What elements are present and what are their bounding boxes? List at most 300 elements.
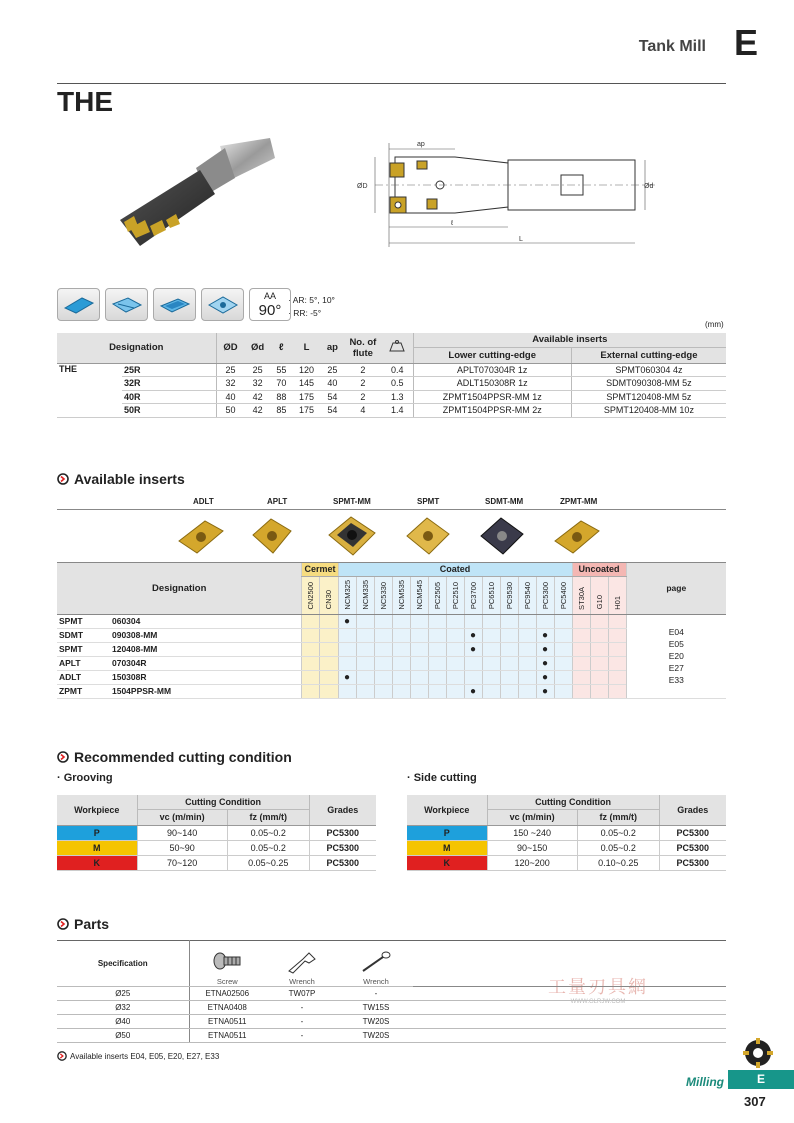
grade-cell — [410, 628, 428, 642]
fz-cell: 0.10~0.25 — [577, 855, 659, 870]
tool-photo — [100, 128, 280, 258]
insert-icon-4 — [201, 288, 244, 321]
grade-cell — [482, 656, 500, 670]
unit-label: (mm) — [705, 320, 724, 329]
condition-row — [57, 825, 376, 840]
vc-cell: 50~90 — [137, 840, 227, 855]
insert-type: ZPMT — [57, 684, 112, 698]
grade-cell — [554, 684, 572, 698]
cell-l: 88 — [271, 390, 292, 404]
grade-cell — [482, 684, 500, 698]
insert-code: 060304 — [112, 614, 302, 628]
size-cell: 50R — [122, 404, 216, 418]
insert-type: SPMT — [57, 614, 112, 628]
section-title: Available inserts — [74, 471, 185, 487]
cutting-heading — [57, 749, 292, 765]
adlt-insert-icon — [175, 515, 227, 557]
watermark-text: 工量刃具網 — [548, 977, 648, 997]
cell-flute: 2 — [344, 390, 382, 404]
grade-cell — [518, 670, 536, 684]
availability-mark: ● — [469, 629, 477, 641]
cell-L: 175 — [292, 404, 321, 418]
grade-cell — [536, 670, 554, 684]
th-lower: Lower cutting-edge — [413, 347, 571, 363]
size-cell: 25R — [122, 363, 216, 377]
size-cell: 40R — [122, 390, 216, 404]
cell-external: SDMT090308-MM 5z — [571, 377, 726, 391]
cell-D: 40 — [216, 390, 245, 404]
grade-cell — [500, 670, 518, 684]
parts-row — [57, 987, 726, 1001]
cell-D: 50 — [216, 404, 245, 418]
grade-cell — [464, 628, 482, 642]
screw-cell: ETNA02506 — [189, 987, 265, 1001]
condition-row — [57, 840, 376, 855]
th-condition: Cutting Condition — [487, 795, 659, 809]
grade-cell — [536, 642, 554, 656]
grade-cell — [464, 670, 482, 684]
insert-name: SDMT-MM — [485, 497, 524, 506]
grooving-table — [57, 795, 376, 871]
grade-header — [482, 576, 500, 614]
parts-table — [57, 940, 726, 1043]
condition-row — [407, 840, 726, 855]
wrench1-cell: - — [265, 1015, 339, 1029]
th-condition: Cutting Condition — [137, 795, 309, 809]
spmt-mm-insert-icon — [325, 513, 379, 559]
insert-name: APLT — [267, 497, 288, 506]
grade-cell — [554, 628, 572, 642]
cutter-logo-icon — [743, 1038, 773, 1068]
grade-cell — [446, 684, 464, 698]
grade-cell — [518, 642, 536, 656]
table-row — [57, 390, 726, 404]
grade-header — [320, 576, 338, 614]
grade-cell — [428, 656, 446, 670]
cell-flute: 2 — [344, 377, 382, 391]
grade-cell — [590, 628, 608, 642]
insert-code: 090308-MM — [112, 628, 302, 642]
header-rule — [57, 83, 726, 84]
insert-icon-3 — [153, 288, 196, 321]
insert-row — [57, 642, 726, 656]
th-L: L — [292, 333, 321, 363]
grade-cell — [374, 684, 392, 698]
grade-cell — [464, 656, 482, 670]
th-workpiece: Workpiece — [407, 795, 487, 825]
grade-cell — [518, 628, 536, 642]
grade-cell — [518, 656, 536, 670]
feature-icons — [57, 288, 291, 321]
grade-cell — [392, 656, 410, 670]
cell-kg: 0.4 — [382, 363, 413, 377]
grade-label: H01 — [612, 595, 622, 610]
spmt-insert-icon — [403, 514, 453, 558]
grade-cell — [338, 628, 356, 642]
grade-label: NCM545 — [414, 579, 424, 610]
side-cutting-table — [407, 795, 726, 871]
grade-cell — [572, 656, 590, 670]
grade-cell — [572, 670, 590, 684]
footer-tab: E — [728, 1070, 794, 1089]
approach-angle-box — [249, 288, 291, 321]
insert-icon-1 — [57, 288, 100, 321]
grade-cell — [446, 628, 464, 642]
cell-ap: 25 — [321, 363, 344, 377]
cell-lower: ADLT150308R 1z — [413, 377, 571, 391]
th-cermet: Cermet — [302, 563, 338, 576]
grade-cell — [554, 614, 572, 628]
grade-cell — [536, 614, 554, 628]
grade-cell — [518, 614, 536, 628]
wrench-icon — [285, 949, 319, 975]
grade-label: NCM535 — [396, 579, 406, 610]
grade-cell — [464, 642, 482, 656]
axial-rake: · AR: 5°, 10° — [288, 295, 335, 305]
grade-cell — [302, 684, 320, 698]
parts-row — [57, 1015, 726, 1029]
page-number: 307 — [744, 1094, 766, 1109]
wrench1-cell: - — [265, 1029, 339, 1043]
insert-names-row — [57, 496, 726, 510]
grade-cell — [428, 614, 446, 628]
insert-name: SPMT-MM — [333, 497, 371, 506]
th-designation: Designation — [57, 333, 216, 363]
insert-row — [57, 614, 726, 628]
footnote-text: Available inserts E04, E05, E20, E27, E33 — [70, 1051, 220, 1061]
grade-header — [536, 576, 554, 614]
grade-cell — [320, 628, 338, 642]
wrench2-cell: TW15S — [339, 1001, 413, 1015]
grade-label: NC5330 — [378, 581, 388, 610]
insert-code: 150308R — [112, 670, 302, 684]
insert-type: SPMT — [57, 642, 112, 656]
grade-cell — [446, 614, 464, 628]
th-vc: vc (m/min) — [487, 809, 577, 825]
inserts-grade-table — [57, 563, 726, 699]
arrow-circle-icon — [57, 751, 69, 763]
grade-label: PC2505 — [432, 582, 442, 610]
cell-kg: 0.5 — [382, 377, 413, 391]
grade-label: NCM335 — [360, 579, 370, 610]
grade-cell — [320, 656, 338, 670]
wrench2-label: Wrench — [363, 977, 389, 986]
screw-cell: ETNA0408 — [189, 1001, 265, 1015]
availability-mark: ● — [469, 643, 477, 655]
vc-cell: 90~140 — [137, 825, 227, 840]
grade-cell — [464, 684, 482, 698]
availability-mark: ● — [343, 615, 351, 627]
dim-l: ℓ — [451, 220, 454, 227]
wrench1-cell: - — [265, 1001, 339, 1015]
grade-cell — [302, 670, 320, 684]
insert-images-row — [57, 511, 726, 563]
grade-cell — [338, 656, 356, 670]
grade-cell — [500, 684, 518, 698]
grade-cell — [446, 670, 464, 684]
header-letter: E — [733, 22, 758, 63]
cell-ap: 54 — [321, 390, 344, 404]
availability-mark: ● — [541, 643, 549, 655]
grade-cell — [536, 684, 554, 698]
grade-cell — [410, 642, 428, 656]
cell-d: 42 — [245, 404, 271, 418]
section-title: Recommended cutting condition — [74, 749, 292, 765]
grade-cell — [410, 670, 428, 684]
th-grades: Grades — [659, 795, 726, 825]
grade-label: ST30A — [576, 586, 586, 610]
grade-cell — [374, 656, 392, 670]
torx-wrench-icon — [359, 949, 393, 975]
arrow-circle-icon — [57, 1051, 67, 1061]
insert-row — [57, 684, 726, 698]
th-page: page — [626, 563, 726, 614]
cell-l: 70 — [271, 377, 292, 391]
grade-cell: PC5300 — [659, 825, 726, 840]
insert-icon-2 — [105, 288, 148, 321]
grade-cell — [374, 642, 392, 656]
grade-header — [554, 576, 572, 614]
fz-cell: 0.05~0.2 — [577, 840, 659, 855]
grade-cell — [428, 628, 446, 642]
fz-cell: 0.05~0.2 — [227, 825, 309, 840]
grade-cell — [356, 628, 374, 642]
cell-l: 85 — [271, 404, 292, 418]
screw-icon — [212, 949, 242, 975]
grade-cell — [356, 656, 374, 670]
wrench2-cell: TW20S — [339, 1015, 413, 1029]
grade-cell — [410, 614, 428, 628]
spec-cell: Ø32 — [57, 1001, 189, 1015]
grade-label: G10 — [594, 595, 604, 610]
available-inserts-heading — [57, 471, 185, 487]
availability-mark: ● — [469, 685, 477, 697]
grade-cell — [338, 614, 356, 628]
arrow-circle-icon — [57, 473, 69, 485]
cell-ap: 40 — [321, 377, 344, 391]
grade-label: NCM325 — [342, 579, 352, 610]
grade-label: CN2500 — [306, 581, 316, 610]
cell-external: SPMT120408-MM 5z — [571, 390, 726, 404]
grade-header — [302, 576, 320, 614]
grade-label: PC9540 — [522, 582, 532, 610]
grade-cell — [428, 684, 446, 698]
insert-name: ZPMT-MM — [560, 497, 598, 506]
grade-cell — [410, 656, 428, 670]
grade-cell — [338, 670, 356, 684]
wrench2-col — [339, 941, 413, 987]
th-l: ℓ — [271, 333, 292, 363]
page-ref: E05 — [668, 639, 684, 649]
grade-cell — [572, 684, 590, 698]
grade-cell — [320, 684, 338, 698]
grade-cell — [554, 642, 572, 656]
grade-cell — [374, 628, 392, 642]
cell-lower: ZPMT1504PPSR-MM 1z — [413, 390, 571, 404]
th-vc: vc (m/min) — [137, 809, 227, 825]
side-title: · Side cutting — [407, 772, 477, 784]
cell-flute: 2 — [344, 363, 382, 377]
th-fz: fz (mm/t) — [577, 809, 659, 825]
footnote — [57, 1051, 219, 1061]
footer-section: Milling — [686, 1075, 724, 1089]
grade-cell — [482, 642, 500, 656]
grade-cell — [428, 642, 446, 656]
cell-external: SPMT060304 4z — [571, 363, 726, 377]
grade-label: PC9530 — [504, 582, 514, 610]
grade-cell: PC5300 — [659, 840, 726, 855]
screw-label: Screw — [216, 977, 238, 986]
availability-mark: ● — [343, 671, 351, 683]
th-ap: ap — [321, 333, 344, 363]
insert-code: 120408-MM — [112, 642, 302, 656]
sdmt-mm-insert-icon — [477, 514, 527, 558]
grade-header — [572, 576, 590, 614]
th-grades: Grades — [309, 795, 376, 825]
cell-d: 42 — [245, 390, 271, 404]
grade-cell — [302, 656, 320, 670]
aa-label: AA — [263, 291, 276, 301]
grade-cell — [374, 614, 392, 628]
aa-value: 90° — [258, 302, 282, 319]
cell-L: 145 — [292, 377, 321, 391]
grade-cell — [608, 628, 626, 642]
wrench2-cell: - — [339, 987, 413, 1001]
insert-type: SDMT — [57, 628, 112, 642]
grade-cell — [356, 670, 374, 684]
th-flute: No. of flute — [344, 333, 382, 363]
grooving-title: · Grooving — [57, 772, 113, 784]
grade-cell: PC5300 — [309, 825, 376, 840]
page-ref: E33 — [668, 675, 684, 685]
grade-cell — [482, 628, 500, 642]
grade-header — [590, 576, 608, 614]
insert-code: 070304R — [112, 656, 302, 670]
cell-D: 25 — [216, 363, 245, 377]
grade-header — [356, 576, 374, 614]
grade-cell — [608, 670, 626, 684]
page-title: THE — [57, 86, 113, 117]
table-row — [57, 377, 726, 391]
insert-row — [57, 656, 726, 670]
grade-header — [518, 576, 536, 614]
grade-header — [410, 576, 428, 614]
grade-cell — [572, 628, 590, 642]
grade-cell — [608, 642, 626, 656]
grade-cell — [590, 656, 608, 670]
condition-row — [57, 855, 376, 870]
grade-header — [428, 576, 446, 614]
availability-mark: ● — [541, 671, 549, 683]
fz-cell: 0.05~0.2 — [577, 825, 659, 840]
dim-ap: ap — [417, 141, 425, 148]
weight-icon — [382, 333, 413, 363]
wrench1-cell: TW07P — [265, 987, 339, 1001]
insert-row — [57, 670, 726, 684]
grade-cell — [608, 614, 626, 628]
grade-cell — [356, 614, 374, 628]
insert-name: SPMT — [417, 497, 440, 506]
dim-od: ØD — [357, 183, 368, 190]
grade-cell — [338, 642, 356, 656]
grade-label: CN30 — [324, 590, 334, 610]
radial-rake: · RR: -5° — [288, 308, 322, 318]
spec-cell: Ø40 — [57, 1015, 189, 1029]
th-spec: Specification — [57, 941, 189, 987]
grade-label: PC6510 — [486, 582, 496, 610]
grade-cell — [338, 684, 356, 698]
workpiece-cell: M — [407, 840, 487, 855]
cell-lower: ZPMT1504PPSR-MM 2z — [413, 404, 571, 418]
grade-cell — [500, 614, 518, 628]
vc-cell: 70~120 — [137, 855, 227, 870]
block-label: THE — [57, 363, 122, 417]
cell-ap: 54 — [321, 404, 344, 418]
dim-L: L — [519, 236, 523, 243]
grade-header — [446, 576, 464, 614]
spec-cell: Ø25 — [57, 987, 189, 1001]
table-row — [57, 363, 726, 377]
vc-cell: 120~200 — [487, 855, 577, 870]
th-uncoated: Uncoated — [572, 563, 626, 576]
cell-d: 32 — [245, 377, 271, 391]
spec-cell: Ø50 — [57, 1029, 189, 1043]
th-D: ØD — [216, 333, 245, 363]
grade-cell — [356, 642, 374, 656]
dim-odd: Ød — [644, 183, 654, 190]
vc-cell: 90~150 — [487, 840, 577, 855]
cell-L: 120 — [292, 363, 321, 377]
grade-cell — [392, 628, 410, 642]
grade-label: PC5300 — [540, 582, 550, 610]
grade-header — [392, 576, 410, 614]
availability-mark: ● — [541, 685, 549, 697]
parts-row — [57, 1029, 726, 1043]
header-category: Tank Mill — [638, 38, 706, 55]
cell-L: 175 — [292, 390, 321, 404]
size-cell: 32R — [122, 377, 216, 391]
grade-cell — [572, 614, 590, 628]
grade-cell: PC5300 — [309, 855, 376, 870]
wrench1-label: Wrench — [289, 977, 315, 986]
grade-cell — [536, 628, 554, 642]
screw-col — [189, 941, 265, 987]
parts-heading — [57, 916, 109, 932]
workpiece-cell: P — [407, 825, 487, 840]
page-ref: E20 — [668, 651, 684, 661]
grade-cell — [590, 684, 608, 698]
cell-lower: APLT070304R 1z — [413, 363, 571, 377]
fz-cell: 0.05~0.25 — [227, 855, 309, 870]
page-ref: E04 — [668, 627, 684, 637]
grade-cell — [410, 684, 428, 698]
insert-name: ADLT — [193, 497, 214, 506]
grade-cell — [446, 642, 464, 656]
wrench2-cell: TW20S — [339, 1029, 413, 1043]
grade-cell — [392, 684, 410, 698]
grade-header — [464, 576, 482, 614]
aplt-insert-icon — [249, 515, 295, 557]
cell-D: 32 — [216, 377, 245, 391]
insert-row — [57, 628, 726, 642]
grade-cell — [392, 670, 410, 684]
grade-cell — [374, 670, 392, 684]
parts-row — [57, 1001, 726, 1015]
wrench1-col — [265, 941, 339, 987]
cell-l: 55 — [271, 363, 292, 377]
grade-cell — [590, 670, 608, 684]
cell-external: SPMT120408-MM 10z — [571, 404, 726, 418]
